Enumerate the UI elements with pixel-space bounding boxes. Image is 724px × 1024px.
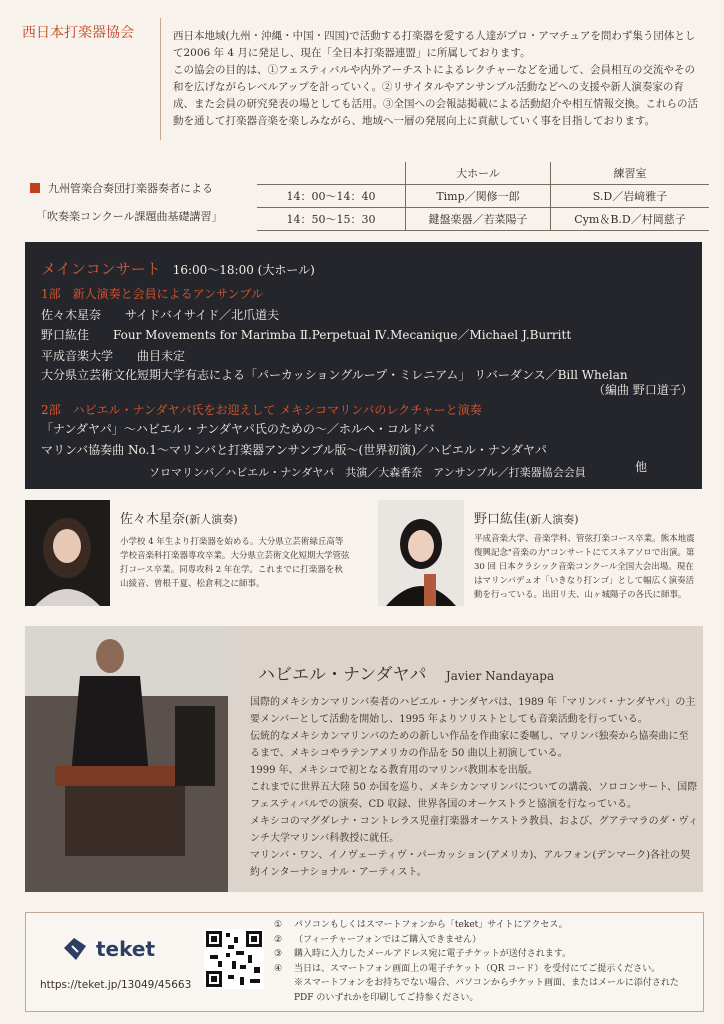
performer-photo	[25, 500, 110, 606]
javier-photo	[25, 626, 228, 892]
javier-bio	[250, 694, 698, 881]
step-item	[274, 976, 694, 1005]
table-row	[257, 185, 709, 208]
javier-name-en: Javier Nandayapa	[445, 669, 555, 683]
concert-title: メインコンサート	[41, 260, 161, 278]
step-number	[274, 976, 294, 1005]
teket-logo-text: teket	[96, 937, 156, 961]
performer-photo	[378, 500, 464, 606]
part1-title: 1部 新人演奏と会員によるアンサンブル	[41, 287, 264, 301]
javier-name: ハビエル・ナンダヤパ	[258, 665, 427, 685]
table-cell: 14：50〜15：30	[257, 208, 406, 231]
table-cell: Cym＆B.D／村岡慈子	[551, 208, 710, 231]
table-header-row	[257, 162, 709, 185]
bio-paragraph: マリンバ・ワン、イノヴェーティヴ・パーカッション(アメリカ)、アルフォン(デンマーク)各社の契約インターナショナル・アーティスト。	[250, 850, 691, 878]
step-text: パソコンもしくはスマートフォンから「teket」サイトにアクセス。	[294, 920, 568, 930]
divider	[160, 18, 161, 140]
program-item: 大分県立芸術文化短期大学有志による「パーカッショングループ・ミレニアム」 リバーダンス／Bill Whelan	[41, 368, 628, 382]
bio-paragraph: 1999 年、メキシコで初となる教育用のマリンバ教則本を出版。	[250, 765, 538, 776]
program-item: マリンバ協奏曲 No.1〜マリンバと打楽器アンサンブル版〜(世界初演)／ハビエル・ナンダヤパ	[41, 443, 547, 457]
qr-code[interactable]	[204, 929, 264, 989]
workshop-heading	[30, 180, 213, 196]
workshop-schedule-table	[257, 162, 709, 231]
javier-name-row	[258, 660, 554, 685]
square-bullet-icon	[30, 183, 40, 193]
arranger-note: （編曲 野口道子）	[593, 383, 693, 397]
table-cell: Timp／関修一郎	[406, 185, 551, 208]
main-concert-panel	[25, 242, 702, 489]
program-etc: 他	[635, 460, 648, 474]
concert-time: 16:00〜18:00 (大ホール)	[172, 263, 315, 277]
concert-heading	[41, 258, 315, 279]
performer-name-row	[120, 508, 238, 527]
performer-name: 野口紘佳	[474, 512, 527, 527]
table-header: 練習室	[551, 162, 710, 185]
step-item	[274, 947, 694, 962]
bio-paragraph: 伝統的なメキシカンマリンバのための新しい作品を作曲家に委嘱し、マリンバ独奏から協奏曲に至るまで、メキシコやラテンアメリカの作品を 50 曲以上初演している。	[250, 731, 689, 759]
step-text: （フィーチャーフォンではご購入できません）	[294, 934, 482, 945]
program-item: 野口紘佳 Four Movements for Marimba Ⅱ.Perpetual Ⅳ.Mecanique／Michael J.Burritt	[41, 328, 572, 342]
program-credits: ソロマリンバ／ハビエル・ナンダヤパ 共演／大森香奈 アンサンブル／打楽器協会会員	[149, 466, 586, 479]
program-item: 佐々木星奈 サイドバイサイド／北爪道夫	[41, 308, 280, 322]
step-item	[274, 918, 694, 933]
association-title: 西日本打楽器協会	[22, 25, 134, 41]
step-text: 当日は、スマートフォン画面上の電子チケット（QR コード）を受付にてご提示ください。	[294, 963, 661, 974]
bio-paragraph: メキシコのマグダレナ・コントレラス児童打楽器オーケストラ教員、および、グアテマラのダ・ヴィンチ大学マリンバ科教授に就任。	[250, 816, 698, 844]
program-item: 平成音楽大学 曲目未定	[41, 349, 186, 363]
program-item: 「ナンダヤパ」〜ハビエル・ナンダヤパ氏のための〜／ホルヘ・コルドバ	[41, 422, 435, 436]
step-number: ②	[274, 934, 283, 945]
performer-tag: (新人演奏)	[526, 513, 579, 526]
bio-paragraph: 国際的メキシカンマリンバ奏者のハビエル・ナンダヤパは、1989 年「マリンバ・ナンダヤパ」の主要メンバーとして活動を開始し、1995 年よりソリストとしても音楽活動を行っている。	[250, 697, 696, 725]
table-cell: 14：00〜14：40	[257, 185, 406, 208]
ticket-steps	[274, 918, 694, 1005]
step-text: 購入時に入力したメールアドレス宛に電子チケットが送付されます。	[294, 949, 572, 959]
performer-name-row	[474, 508, 579, 527]
workshop-subtitle: 「吹奏楽コンクール課題曲基礎講習」	[36, 210, 223, 223]
part2-title: 2部 ハビエル・ナンダヤパ氏をお迎えして メキシコマリンバのレクチャーと演奏	[41, 403, 482, 417]
performer-name: 佐々木星奈	[120, 512, 186, 527]
performer-tag: (新人演奏)	[185, 513, 238, 526]
table-cell: 鍵盤楽器／若菜陽子	[406, 208, 551, 231]
step-number: ③	[274, 949, 283, 959]
table-cell: S.D／岩﨑雅子	[551, 185, 710, 208]
ticket-url[interactable]: https://teket.jp/13049/45663	[40, 979, 192, 991]
performer-bio: 平成音楽大学、音楽学科、管弦打楽コース卒業。熊本地震復興記念"音楽の力"コンサートにてスネアソロで出演。第 30 回 日本クラシック音楽コンクール全国大会出場。現在はマリンバデュオ「いきなり打ンゴ」として幅広く演奏活動を行っている。出田リ夫、山ヶ城陽子の各氏に師事。	[474, 534, 695, 600]
bio-paragraph: これまでに世界五大陸 50 か国を巡り、メキシカンマリンバについての講義、ソロコンサート、国際フェスティバルでの演奏、CD 収録、世界各国のオーケストラと協演を行なっている。	[250, 782, 698, 810]
teket-logo	[60, 936, 155, 962]
step-text: ※スマートフォンをお持ちでない場合、パソコンからチケット画面、またはメールに添付された PDF のいずれかを印刷してご持参ください。	[294, 978, 679, 1003]
table-row	[257, 208, 709, 231]
table-header: 大ホール	[406, 162, 551, 185]
step-number: ①	[274, 920, 283, 930]
association-description	[173, 28, 703, 130]
association-paragraph: 西日本地域(九州・沖縄・中国・四国)で活動する打楽器を愛する人達がプロ・アマチュアを問わず集う団体として2006 年 4 月に発足し、現在「全日本打楽器連盟」に所属しております。	[173, 30, 696, 59]
table-header	[257, 162, 406, 185]
workshop-heading-text: 九州管楽合奏団打楽器奏者による	[48, 182, 213, 195]
performer-bio: 小学校 4 年生より打楽器を始める。大分県立芸術緑丘高等学校音楽科打楽器専攻卒業。大分県立芸術文化短期大学管弦打コース卒業。同専攻科 2 年在学。これまでに打楽器を秋山綾音、曽根千夏、松倉利之に師事。	[120, 537, 350, 589]
association-paragraph: この協会の目的は、①フェスティバルや内外アーチストによるレクチャーなどを通して、会員相互の交流やその和を広げながらレベルアップを計っていく。②リサイタルやアンサンブル活動などへの支援や新人演奏家の育成、また会員の研究発表の場としても活用。③全国への会報誌掲載による活動紹介や相互情報交換。これらの活動を通して打楽器音楽を楽しみながら、地域へ一層の発展向上に貢献していく事を目指しております。	[173, 64, 698, 127]
step-item	[274, 962, 694, 977]
step-number: ④	[274, 963, 283, 974]
ticket-icon	[60, 936, 90, 962]
step-item	[274, 933, 694, 948]
